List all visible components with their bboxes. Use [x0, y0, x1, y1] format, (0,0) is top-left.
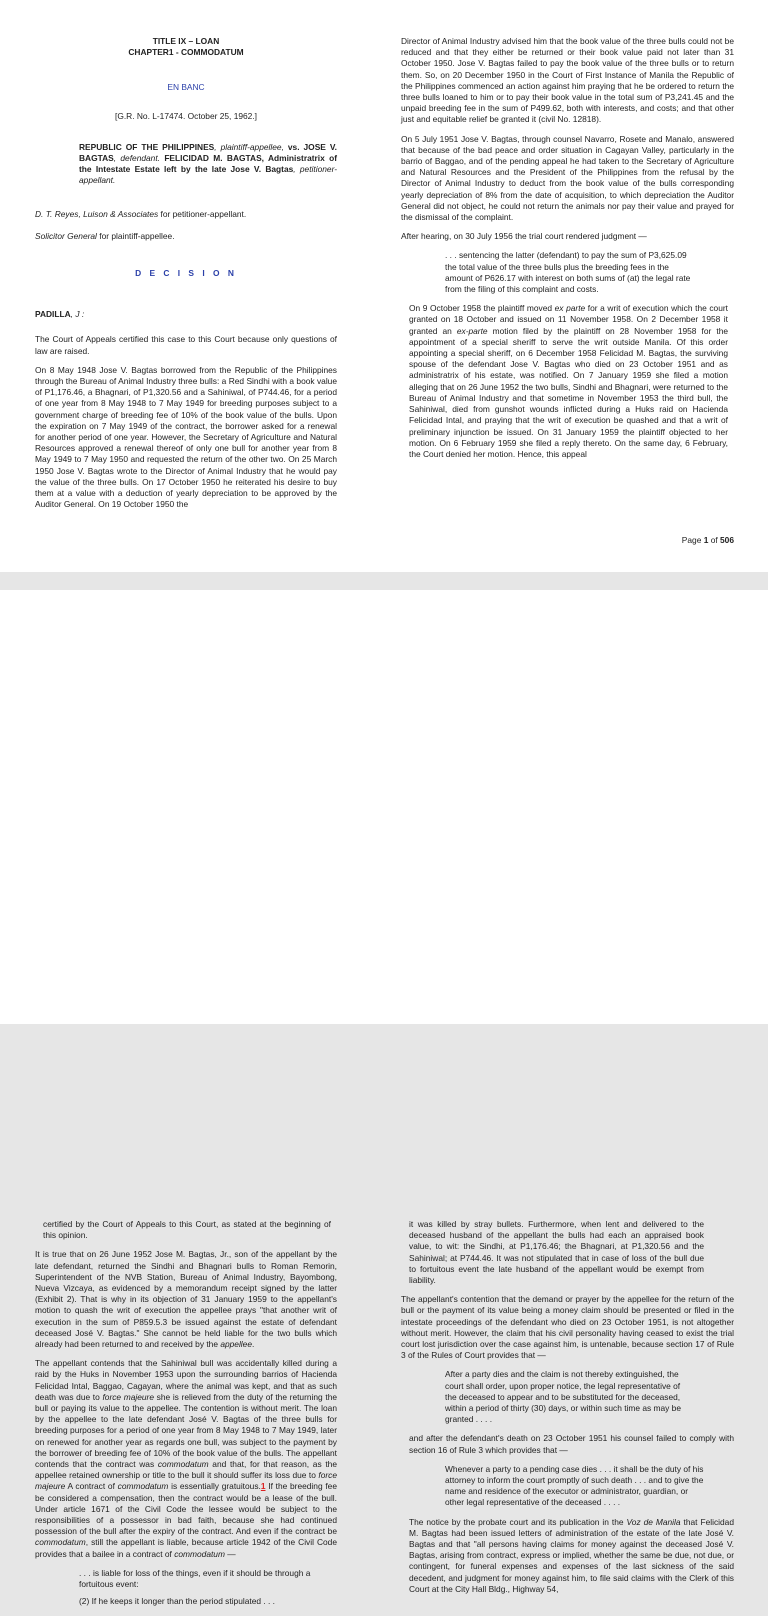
footnote-link[interactable]: 1: [260, 1481, 266, 1492]
block-quote: (2) If he keeps it longer than the period stipulated . . .: [79, 1596, 275, 1607]
case-number: [G.R. No. L-17474. October 25, 1962.]: [115, 110, 257, 121]
block-quote: Whenever a party to a pending case dies . . . it shall be the duty of his attorney to inform the court promptly of such death . . . and to give the name and residence of the executor or administrator, guardian, or other legal representative of the deceased . . . .: [445, 1463, 704, 1508]
page2-right-column: [401, 1219, 734, 1603]
decision-heading: D E C I S I O N: [135, 268, 237, 279]
page-2: [0, 590, 768, 1607]
title: TITLE IX – LOAN: [152, 36, 220, 46]
block-quote: . . . sentencing the latter (defendant) to pay the sum of P3,625.09 the total value of the three bulls plus the breeding fees in the amount of P626.17 with interest on both sums of (at) the legal rate from the filing of this complaint and costs.: [445, 250, 691, 295]
en-banc-label: EN BANC: [167, 82, 205, 93]
block-quote: After a party dies and the claim is not thereby extinguished, the court shall order, upon proper notice, the legal representative of the deceased to appear and to be substituted for the deceased, within a period of thirty (30) days, or within such time as may be granted . . . .: [445, 1369, 681, 1425]
block-quote: . . . is liable for loss of the things, even if it should be through a fortuitous event:: [79, 1567, 311, 1590]
paragraph: The notice by the probate court and its publication in the Voz de Manila that Felicidad M. Bagtas had been issued letters of administration of the estate of the late José V. Bagtas and that "all persons having claims for money against the deceased José V. Bagtas, arising from contract, express or implied, whether the same be due, not due, or contingent, for funeral expenses and expenses of the last sickness of the said decedent, and judgment for money against him, to file said claims with the Clerk of this Court at the City Hall Bldg., Highway 54,: [409, 1516, 734, 1594]
counsel-appellee: Solicitor General for plaintiff-appellee.: [35, 230, 175, 241]
page-1: [0, 0, 768, 572]
paragraph: and after the defendant's death on 23 October 1951 his counsel failed to comply with section 16 of Rule 3 which provides that —: [409, 1433, 734, 1455]
paragraph: certified by the Court of Appeals to this Court, as stated at the beginning of this opinion.: [43, 1219, 331, 1241]
paragraph: Director of Animal Industry advised him that the book value of the three bulls could not be reduced and that they either be returned or their book value paid not later than 31 October 1950. Jose V. Bagtas failed to pay the book value of the three bulls or to return them. So, on 20 December 1950 in the Court of First Instance of Manila the Republic of the Philippines commenced an action against him praying that he be ordered to return the three bulls loaned to him or to pay their book value in the total sum of P3,241.45 and the unpaid breeding fee in the sum of P499.62, both with interests, and costs; and that other just and equitable relief be granted it (civil No. 12818).: [401, 36, 734, 125]
page2-left-column: [35, 1219, 337, 1616]
counsel-appellant: D. T. Reyes, Luison & Associates for petitioner-appellant.: [35, 208, 247, 219]
paragraph: The Court of Appeals certified this case to this Court because only questions of law are raised.: [35, 334, 337, 356]
paragraph: It is true that on 26 June 1952 Jose M. Bagtas, Jr., son of the appellant by the late defendant, returned the Sindhi and Bhagnari bulls to Roman Remorin, Superintendent of the NVB Station, Bureau of Animal Industry, Bayombong, Nueva Vizcaya, as evidenced by a memorandum receipt signed by the latter (Exhibit 2). That is why in its objection of 31 January 1959 to the appellant's motion to quash the writ of execution the appellee prays "that another writ of execution in the sum of P859.5.3 be issued against the estate of defendant deceased José V. Bagtas." She cannot be held liable for the two bulls which already had been returned to and received by the appellee.: [35, 1249, 337, 1350]
page1-right-column: [401, 36, 734, 468]
judge-name: PADILLA, J :: [35, 309, 85, 320]
paragraph: The appellant contends that the Sahiniwal bull was accidentally killed during a raid by the Huks in November 1953 upon the surrounding barrios of Hacienda Felicidad Intal, Baggao, Cagayan, where the animal was kept, and that as such death was due to force majeure she is relieved from the duty of the returning the bull or paying its value to the appellee. The contention is without merit. The loan by the appellee to the late defendant José V. Bagtas of the three bulls for breeding purposes for a period of one year from 8 May 1948 to 7 May 1949, later on renewed for another year as regards one bull, was subject to the payment by the borrower of breeding fee of 10% of the book value of the bulls. The appellant contends that the contract was commodatum and that, for that reason, as the appellee retained ownership or title to the bull it should suffer its loss due to force majeure A contract of commodatum is essentially gratuitous.1 If the breeding fee be considered a compensation, then the contract would be a lease of the bull. Under article 1671 of the Civil Code the lessee would be subject to the responsibilities of a possessor in bad faith, because she had continued possession of the bull after the expiry of the contract. And even if the contract be commodatum, still the appellant is liable, because article 1942 of the Civil Code provides that a bailee in a contract of commodatum —: [35, 1358, 338, 1559]
paragraph: The appellant's contention that the demand or prayer by the appellee for the return of the bull or the payment of its value being a money claim should be presented or filed in the intestate proceedings of the defendant who died on 23 October 1951, is not altogether without merit. However, the claim that his civil personality having ceased to exist the trial court lost jurisdiction over the case against him, is untenable, because section 17 of Rule 3 of the Rules of Court provides that —: [401, 1294, 734, 1361]
paragraph: On 8 May 1948 Jose V. Bagtas borrowed from the Republic of the Philippines through the Bureau of Animal Industry three bulls: a Red Sindhi with a book value of P1,176.46, a Bhagnari, of P1,320.56 and a Sahiniwal, of P744.46, for a period of one year from 8 May 1948 to 7 May 1949 for breeding purposes subject to a government charge of breeding fee of 10% of the book value of the bulls. Upon the expiration on 7 May 1949 of the contract, the borrower asked for a renewal for another period of one year. However, the Secretary of Agriculture and Natural Resources approved a renewal thereof of only one bull for another year from 8 May 1949 to 7 May 1950 and requested the return of the other two. On 25 March 1950 Jose V. Bagtas wrote to the Director of Animal Industry that he would pay the value of the three bulls. On 17 October 1950 he reiterated his desire to buy them at a value with a deduction of yearly depreciation to be approved by the Auditor General. On 19 October 1950 the: [35, 364, 337, 510]
paragraph: On 5 July 1951 Jose V. Bagtas, through counsel Navarro, Rosete and Manalo, answered that because of the bad peace and order situation in Cagayan Valley, particularly in the barrio of Baggao, and of the pending appeal he had taken to the Secretary of Agriculture and Natural Resources and the President of the Philippines from the refusal by the Director of Animal Industry to deduct from the book value of the bulls corresponding yearly depreciation of 8% from the date of acquisition, to which depreciation the Auditor General did not object, he could not return the animals nor pay their value and prayed for the dismissal of the complaint.: [401, 133, 734, 223]
paragraph: On 9 October 1958 the plaintiff moved ex parte for a writ of execution which the court granted on 18 October and issued on 11 November 1958. On 2 December 1958 it granted an ex-parte motion filed by the plaintiff on 28 November 1958 for the appointment of a special sheriff to serve the writ outside Manila. Of this order appointing a special sheriff, on 6 December 1958 Felicidad M. Bagtas, the surviving spouse of the defendant Jose V. Bagtas who died on 23 October 1951 and as administratrix of his estate, was notified. On 7 January 1959 she filed a motion alleging that on 26 June 1952 the two bulls, Sindhi and Bhagnari, were returned to the Bureau of Animal Industry and that sometime in November 1953 the third bull, the Sahiniwal, died from gunshot wounds inflicted during a Huks raid on Hacienda Felicidad Intal, and praying that the writ of execution be quashed and that a writ of preliminary injunction be issued. On 31 January 1959 the plaintiff objected to her motion. On 6 February 1959 she filed a reply thereto. On the same day, 6 February, the Court denied her motion. Hence, this appeal: [409, 303, 729, 459]
chapter-heading: CHAPTER1 - COMMODATUM: [128, 47, 244, 58]
case-parties: REPUBLIC OF THE PHILIPPINES, plaintiff-appellee, vs. JOSE V. BAGTAS, defendant. FELICIDAD M. BAGTAS, Administratrix of the Intestate Estate left by the late Jose V. Bagtas, petitioner-appellant.: [79, 141, 337, 186]
paragraph: it was killed by stray bullets. Furthermore, when lent and delivered to the deceased husband of the appellant the bulls had each an appraised book value, to wit: the Sindhi, at P1,176.46; the Bhagnari, at P1,320.56 and the Sahiniwal; at P744.46. It was not stipulated that in case of loss of the bull due to fortuitous event the late husband of the appellant would be exempt from liability.: [409, 1219, 704, 1286]
paragraph: After hearing, on 30 July 1956 the trial court rendered judgment —: [401, 231, 647, 242]
page-number: Page 1 of 506: [681, 535, 734, 545]
page1-left-column: [35, 36, 337, 518]
